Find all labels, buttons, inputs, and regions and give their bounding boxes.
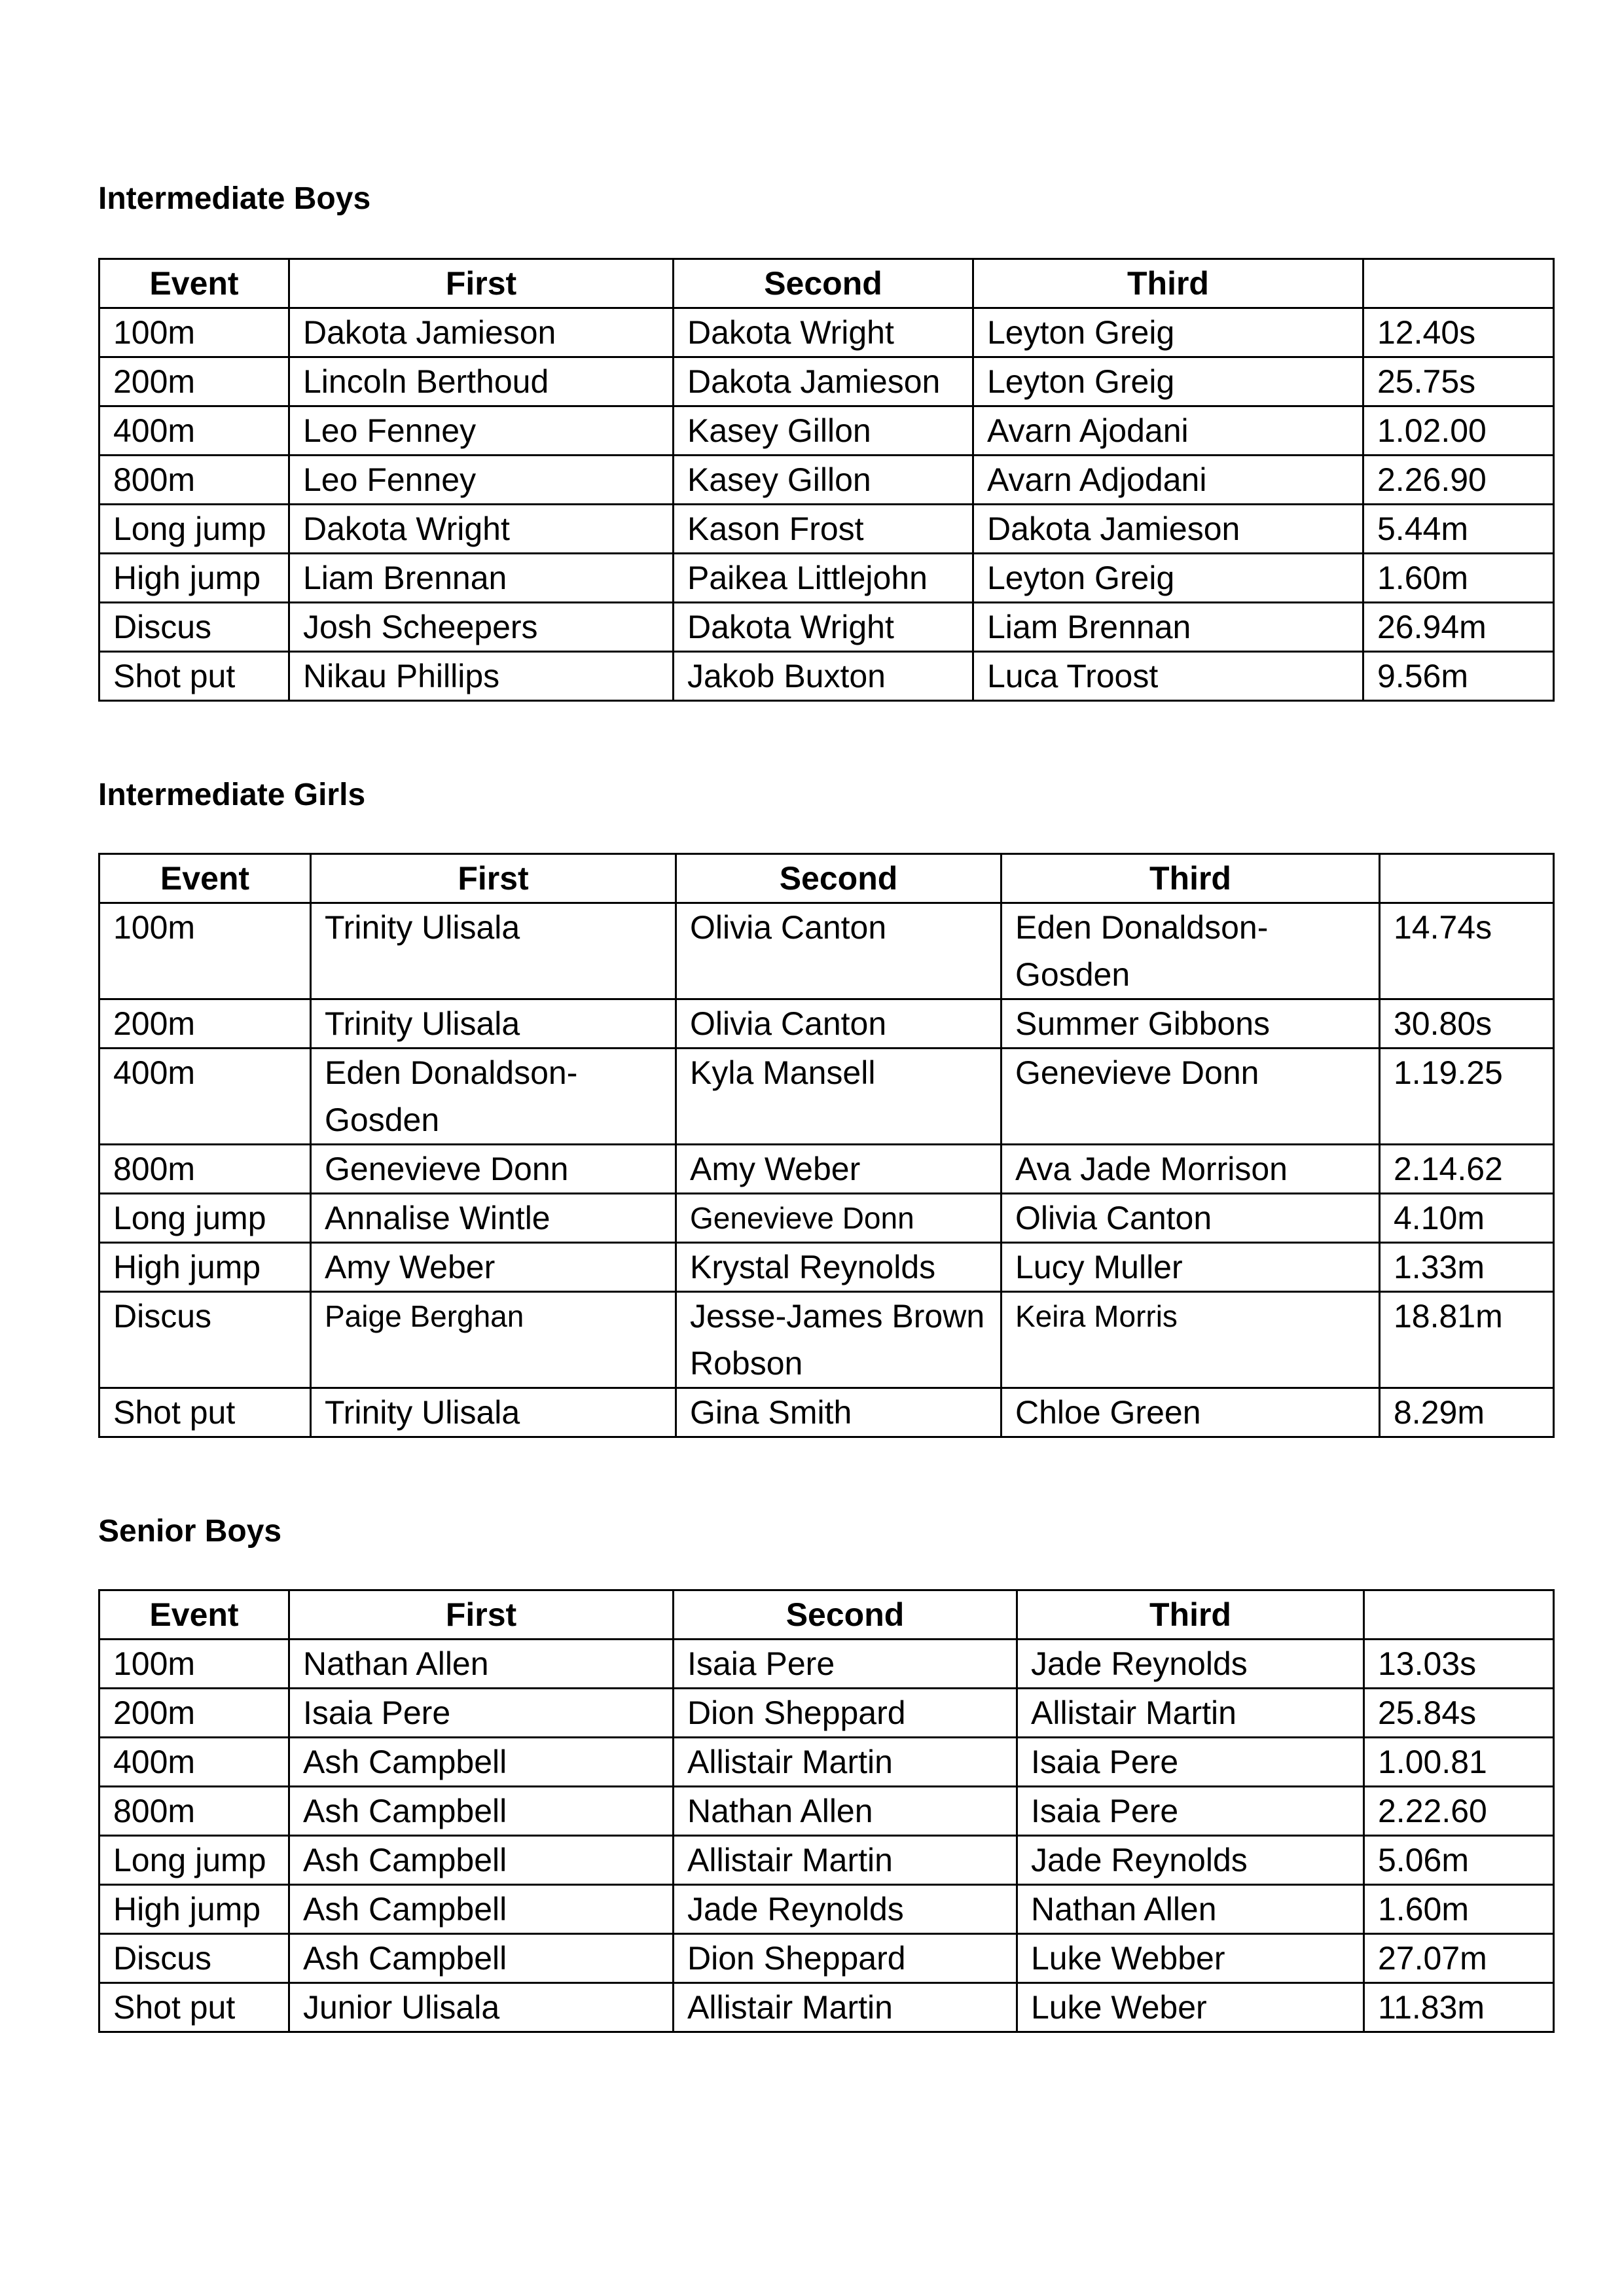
second-cell: Krystal Reynolds [676,1243,1001,1292]
event-cell: Shot put [99,1983,289,2032]
first-cell: Dakota Jamieson [289,308,674,357]
third-cell: Luke Webber [1017,1934,1364,1983]
second-cell: Dakota Wright [674,308,973,357]
table-row [99,456,1554,505]
first-cell: Genevieve Donn [311,1145,676,1194]
second-cell: Dion Sheppard [674,1934,1017,1983]
result-cell: 1.00.81 [1364,1738,1554,1787]
second-cell: Jesse-James Brown Robson [676,1292,1001,1388]
result-cell: 1.60m [1364,1885,1554,1934]
second-cell: Jade Reynolds [674,1885,1017,1934]
second-cell: Olivia Canton [676,999,1001,1049]
result-cell: 4.10m [1380,1194,1554,1243]
third-cell: Leyton Greig [973,554,1363,603]
result-cell: 1.19.25 [1380,1049,1554,1145]
table-row [99,903,1554,999]
third-cell: Nathan Allen [1017,1885,1364,1934]
event-cell: Long jump [99,1194,311,1243]
event-cell: 200m [99,999,311,1049]
event-cell: High jump [99,554,289,603]
table-row [99,1388,1554,1437]
event-cell: 400m [99,1738,289,1787]
result-cell: 25.84s [1364,1689,1554,1738]
first-cell: Trinity Ulisala [311,903,676,999]
event-cell: High jump [99,1243,311,1292]
event-cell: Discus [99,603,289,652]
table-row [99,308,1554,357]
event-cell: 800m [99,1787,289,1836]
result-cell: 5.06m [1364,1836,1554,1885]
section-heading: Senior Boys [98,1514,282,1549]
header-first: First [289,259,674,308]
result-cell: 18.81m [1380,1292,1554,1388]
header-first: First [289,1590,674,1640]
table-row [99,357,1554,406]
third-cell: Isaia Pere [1017,1738,1364,1787]
table-row [99,554,1554,603]
event-cell: Long jump [99,505,289,554]
result-cell: 11.83m [1364,1983,1554,2032]
header-first: First [311,854,676,903]
second-cell: Allistair Martin [674,1836,1017,1885]
result-cell: 1.33m [1380,1243,1554,1292]
table-row [99,1983,1554,2032]
third-cell: Jade Reynolds [1017,1640,1364,1689]
second-cell: Jakob Buxton [674,652,973,701]
event-cell: 200m [99,357,289,406]
first-cell: Ash Campbell [289,1738,674,1787]
second-cell: Isaia Pere [674,1640,1017,1689]
second-cell: Kasey Gillon [674,456,973,505]
event-cell: 100m [99,903,311,999]
second-cell: Paikea Littlejohn [674,554,973,603]
result-cell: 2.26.90 [1363,456,1554,505]
results-table [98,258,1555,702]
result-cell: 1.60m [1363,554,1554,603]
first-cell: Leo Fenney [289,406,674,456]
first-cell: Junior Ulisala [289,1983,674,2032]
event-cell: Shot put [99,1388,311,1437]
header-second: Second [674,1590,1017,1640]
table-row [99,1194,1554,1243]
table-row [99,1689,1554,1738]
second-cell: Allistair Martin [674,1983,1017,2032]
result-cell: 30.80s [1380,999,1554,1049]
table-row [99,1738,1554,1787]
table-row [99,406,1554,456]
table-row [99,999,1554,1049]
event-cell: Long jump [99,1836,289,1885]
event-cell: 800m [99,456,289,505]
event-cell: Discus [99,1292,311,1388]
first-cell: Trinity Ulisala [311,1388,676,1437]
result-cell: 1.02.00 [1363,406,1554,456]
third-cell: Ava Jade Morrison [1001,1145,1380,1194]
second-cell: Olivia Canton [676,903,1001,999]
first-cell: Dakota Wright [289,505,674,554]
table-row [99,1934,1554,1983]
third-cell: Leyton Greig [973,357,1363,406]
event-cell: 100m [99,1640,289,1689]
second-cell: Nathan Allen [674,1787,1017,1836]
third-cell: Keira Morris [1001,1292,1380,1388]
first-cell: Josh Scheepers [289,603,674,652]
second-cell: Amy Weber [676,1145,1001,1194]
header-event: Event [99,854,311,903]
event-cell: 400m [99,406,289,456]
table-row [99,1836,1554,1885]
header-third: Third [973,259,1363,308]
second-cell: Dakota Jamieson [674,357,973,406]
result-cell: 12.40s [1363,308,1554,357]
header-result [1364,1590,1554,1640]
second-cell: Gina Smith [676,1388,1001,1437]
result-cell: 26.94m [1363,603,1554,652]
third-cell: Avarn Ajodani [973,406,1363,456]
first-cell: Eden Donaldson-Gosden [311,1049,676,1145]
table-header-row [99,259,1554,308]
second-cell: Kyla Mansell [676,1049,1001,1145]
result-cell: 2.14.62 [1380,1145,1554,1194]
third-cell: Jade Reynolds [1017,1836,1364,1885]
third-cell: Luca Troost [973,652,1363,701]
section-heading: Intermediate Girls [98,778,366,812]
third-cell: Isaia Pere [1017,1787,1364,1836]
event-cell: 800m [99,1145,311,1194]
header-second: Second [676,854,1001,903]
table-header-row [99,1590,1554,1640]
event-cell: High jump [99,1885,289,1934]
table-row [99,652,1554,701]
table-row [99,1145,1554,1194]
event-cell: 200m [99,1689,289,1738]
first-cell: Lincoln Berthoud [289,357,674,406]
first-cell: Leo Fenney [289,456,674,505]
table-row [99,1885,1554,1934]
header-result [1380,854,1554,903]
third-cell: Summer Gibbons [1001,999,1380,1049]
event-cell: Shot put [99,652,289,701]
table-header-row [99,854,1554,903]
second-cell: Allistair Martin [674,1738,1017,1787]
first-cell: Liam Brennan [289,554,674,603]
table-row [99,603,1554,652]
table-row [99,1787,1554,1836]
table-row [99,505,1554,554]
first-cell: Annalise Wintle [311,1194,676,1243]
third-cell: Liam Brennan [973,603,1363,652]
second-cell: Kasey Gillon [674,406,973,456]
first-cell: Nikau Phillips [289,652,674,701]
result-cell: 9.56m [1363,652,1554,701]
table-row [99,1243,1554,1292]
results-table [98,853,1555,1438]
header-second: Second [674,259,973,308]
header-event: Event [99,259,289,308]
result-cell: 25.75s [1363,357,1554,406]
section-heading: Intermediate Boys [98,181,371,216]
result-cell: 13.03s [1364,1640,1554,1689]
result-cell: 5.44m [1363,505,1554,554]
first-cell: Ash Campbell [289,1836,674,1885]
results-table [98,1589,1555,2033]
third-cell: Chloe Green [1001,1388,1380,1437]
first-cell: Paige Berghan [311,1292,676,1388]
header-third: Third [1001,854,1380,903]
table-row [99,1292,1554,1388]
third-cell: Olivia Canton [1001,1194,1380,1243]
third-cell: Lucy Muller [1001,1243,1380,1292]
result-cell: 27.07m [1364,1934,1554,1983]
third-cell: Allistair Martin [1017,1689,1364,1738]
second-cell: Dion Sheppard [674,1689,1017,1738]
event-cell: 400m [99,1049,311,1145]
header-result [1363,259,1554,308]
result-cell: 8.29m [1380,1388,1554,1437]
table-row [99,1640,1554,1689]
event-cell: 100m [99,308,289,357]
second-cell: Genevieve Donn [676,1194,1001,1243]
second-cell: Dakota Wright [674,603,973,652]
first-cell: Ash Campbell [289,1787,674,1836]
third-cell: Eden Donaldson-Gosden [1001,903,1380,999]
result-cell: 14.74s [1380,903,1554,999]
header-event: Event [99,1590,289,1640]
first-cell: Nathan Allen [289,1640,674,1689]
table-row [99,1049,1554,1145]
first-cell: Isaia Pere [289,1689,674,1738]
third-cell: Dakota Jamieson [973,505,1363,554]
result-cell: 2.22.60 [1364,1787,1554,1836]
first-cell: Ash Campbell [289,1885,674,1934]
header-third: Third [1017,1590,1364,1640]
third-cell: Genevieve Donn [1001,1049,1380,1145]
first-cell: Trinity Ulisala [311,999,676,1049]
third-cell: Avarn Adjodani [973,456,1363,505]
event-cell: Discus [99,1934,289,1983]
second-cell: Kason Frost [674,505,973,554]
third-cell: Luke Weber [1017,1983,1364,2032]
first-cell: Amy Weber [311,1243,676,1292]
third-cell: Leyton Greig [973,308,1363,357]
first-cell: Ash Campbell [289,1934,674,1983]
